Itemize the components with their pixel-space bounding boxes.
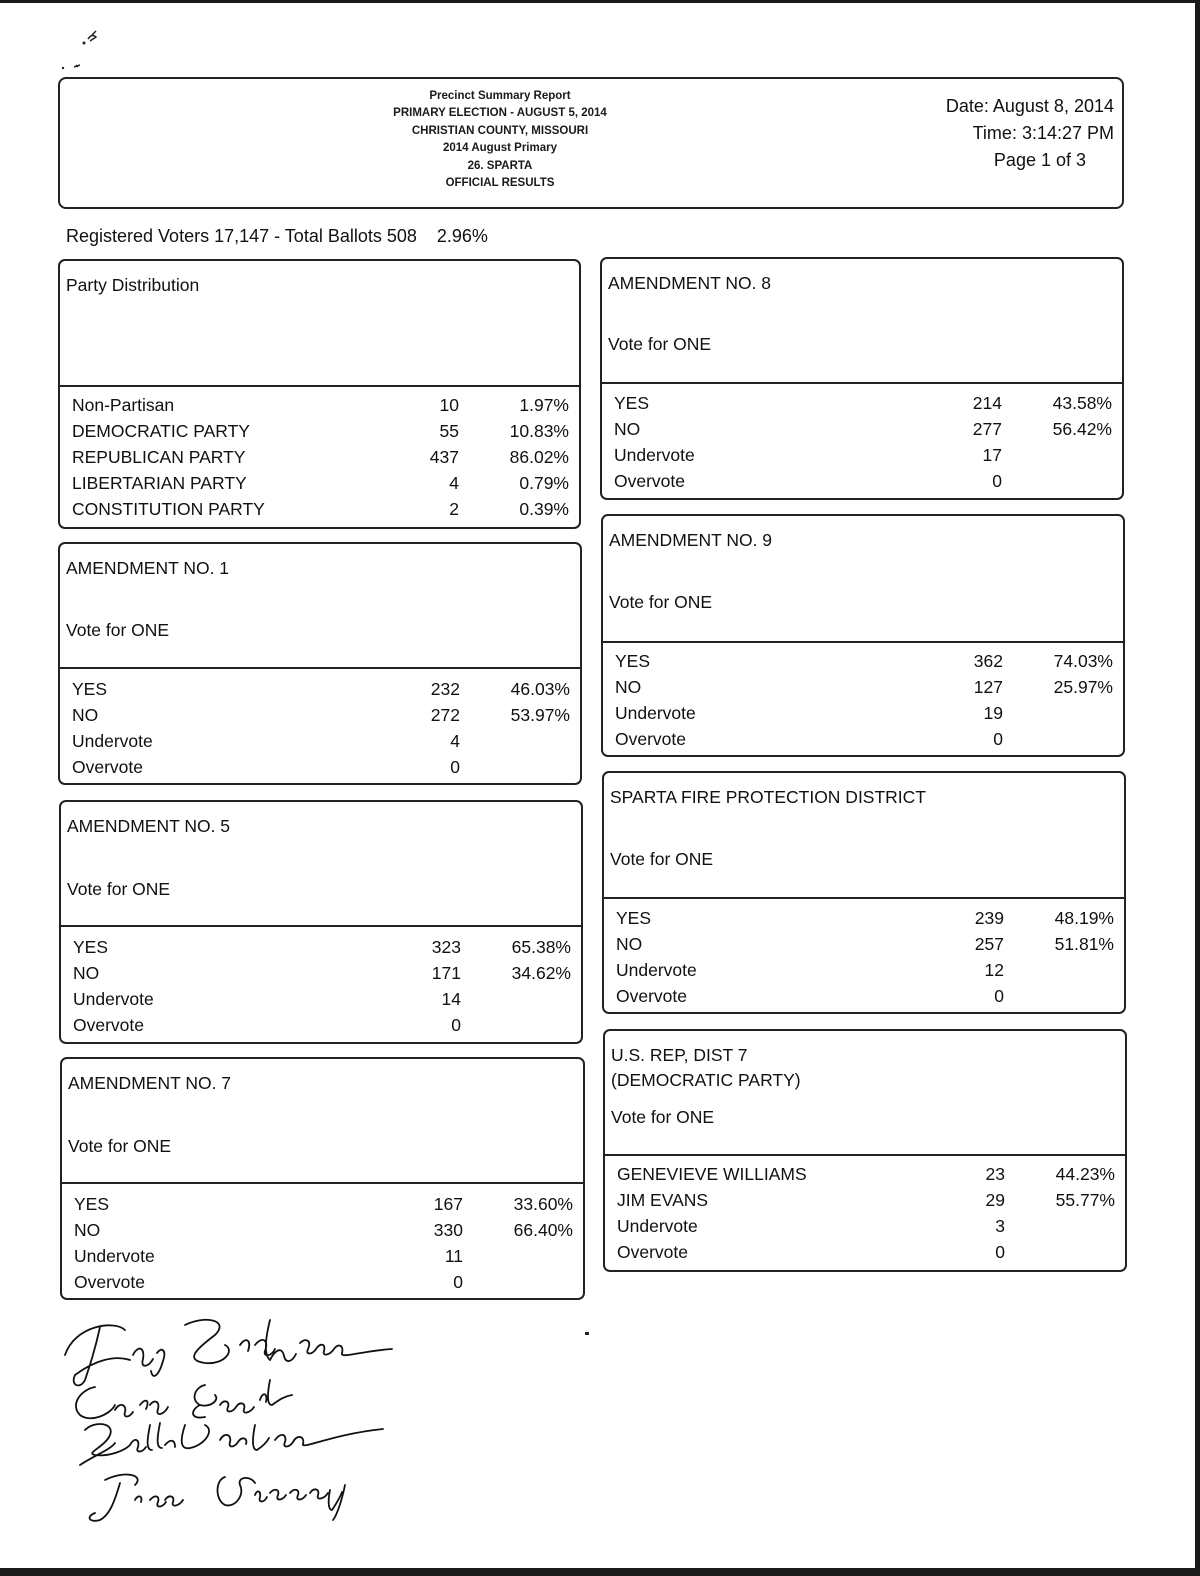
choice-name: NO	[73, 963, 100, 983]
choice-name: YES	[72, 679, 108, 699]
vote-percent: 53.97%	[510, 705, 570, 725]
vote-percent: 34.62%	[511, 963, 571, 983]
vote-for-instruction: Vote for ONE	[609, 592, 713, 612]
contest-party-distribution	[58, 259, 581, 529]
contest-title	[611, 1043, 801, 1093]
choice-name: REPUBLICAN PARTY	[72, 447, 246, 467]
contest-amendment-7	[60, 1057, 585, 1300]
vote-percent: 86.02%	[509, 447, 569, 467]
vote-percent: 66.40%	[513, 1220, 573, 1240]
choice-name: Undervote	[617, 1216, 698, 1236]
vote-for-instruction: Vote for ONE	[611, 1107, 715, 1127]
choice-name: NO	[74, 1220, 101, 1240]
contest-rows	[614, 390, 1112, 494]
vote-count: 323	[431, 937, 461, 957]
result-row	[617, 1239, 1115, 1265]
contest-divider	[605, 1154, 1125, 1156]
contest-rows	[616, 905, 1114, 1009]
result-row	[74, 1243, 573, 1269]
vote-count: 232	[430, 679, 460, 699]
choice-name: YES	[73, 937, 109, 957]
result-row	[73, 1012, 571, 1038]
vote-percent: 44.23%	[1055, 1164, 1115, 1184]
scan-edge-right	[1195, 0, 1200, 1576]
vote-count: 0	[994, 986, 1004, 1006]
handwritten-signatures	[55, 1305, 435, 1535]
signature-1	[65, 1320, 392, 1386]
vote-count: 2	[449, 499, 459, 519]
contest-amendment-9	[601, 514, 1125, 757]
result-row	[616, 905, 1114, 931]
header-meta	[946, 93, 1114, 174]
contest-title: SPARTA FIRE PROTECTION DISTRICT	[610, 787, 926, 807]
result-row	[615, 648, 1113, 674]
choice-name: CONSTITUTION PARTY	[72, 499, 265, 519]
result-row	[616, 931, 1114, 957]
vote-count: 0	[451, 1015, 461, 1035]
result-row	[72, 392, 569, 418]
vote-count: 272	[430, 705, 460, 725]
vote-percent: 0.79%	[519, 473, 569, 493]
choice-name: Undervote	[615, 703, 696, 723]
result-row	[72, 754, 570, 780]
result-row	[72, 418, 569, 444]
result-row	[614, 416, 1112, 442]
vote-percent: 65.38%	[511, 937, 571, 957]
contest-divider	[61, 925, 581, 927]
choice-name: NO	[615, 677, 642, 697]
choice-name: DEMOCRATIC PARTY	[72, 421, 250, 441]
result-row	[72, 676, 570, 702]
contest-title-line: U.S. REP, DIST 7	[611, 1045, 748, 1065]
choice-name: Undervote	[616, 960, 697, 980]
choice-name: YES	[74, 1194, 110, 1214]
vote-percent: 48.19%	[1054, 908, 1114, 928]
header-line: 26. SPARTA	[467, 159, 533, 172]
vote-count: 4	[450, 731, 460, 751]
header-line: PRIMARY ELECTION - AUGUST 5, 2014	[393, 107, 607, 120]
header-line: 2014 August Primary	[443, 142, 557, 155]
result-row	[74, 1191, 573, 1217]
vote-percent: 74.03%	[1053, 651, 1113, 671]
scan-edge-top	[0, 0, 1200, 3]
choice-name: YES	[616, 908, 652, 928]
choice-name: NO	[614, 419, 641, 439]
vote-count: 277	[972, 419, 1002, 439]
signature-2	[76, 1380, 292, 1418]
choice-name: GENEVIEVE WILLIAMS	[617, 1164, 807, 1184]
choice-name: Overvote	[72, 757, 143, 777]
result-row	[614, 442, 1112, 468]
vote-percent: 1.97%	[519, 395, 569, 415]
contest-title: AMENDMENT NO. 5	[67, 816, 231, 836]
vote-for-instruction: Vote for ONE	[610, 849, 714, 869]
choice-name: Overvote	[614, 471, 685, 491]
result-row	[614, 468, 1112, 494]
choice-name: Undervote	[72, 731, 153, 751]
result-row	[72, 728, 570, 754]
choice-name: Undervote	[614, 445, 695, 465]
contest-divider	[604, 897, 1124, 899]
choice-name: YES	[615, 651, 651, 671]
contest-amendment-8	[600, 257, 1124, 500]
vote-count: 0	[453, 1272, 463, 1292]
vote-count: 4	[449, 473, 459, 493]
vote-count: 437	[429, 447, 459, 467]
result-row	[72, 470, 569, 496]
contest-title: AMENDMENT NO. 8	[608, 273, 772, 293]
contest-divider	[602, 382, 1122, 384]
contest-rows	[74, 1191, 573, 1295]
header-line: OFFICIAL RESULTS	[445, 177, 555, 190]
contest-amendment-5	[59, 800, 583, 1044]
vote-count: 0	[992, 471, 1002, 491]
header-line: CHRISTIAN COUNTY, MISSOURI	[411, 124, 589, 137]
contest-rows	[72, 676, 570, 780]
choice-name: Overvote	[74, 1272, 145, 1292]
signature-3	[80, 1423, 383, 1465]
contest-title-line: (DEMOCRATIC PARTY)	[611, 1070, 801, 1090]
report-header	[58, 77, 1124, 209]
result-row	[617, 1213, 1115, 1239]
scan-edge-bottom	[0, 1568, 1200, 1576]
vote-percent: 56.42%	[1052, 419, 1112, 439]
result-row	[74, 1269, 573, 1295]
vote-count: 127	[973, 677, 1003, 697]
contest-title: AMENDMENT NO. 7	[68, 1073, 232, 1093]
header-line: Precinct Summary Report	[429, 90, 571, 102]
header-title-block	[360, 88, 640, 192]
vote-count: 10	[439, 395, 459, 415]
vote-count: 0	[450, 757, 460, 777]
vote-count: 0	[993, 729, 1003, 749]
contest-title: AMENDMENT NO. 1	[66, 558, 230, 578]
result-row	[72, 444, 569, 470]
choice-name: Non-Partisan	[72, 395, 175, 415]
contest-rows	[615, 648, 1113, 752]
vote-percent: 43.58%	[1052, 393, 1112, 413]
contest-divider	[60, 667, 580, 669]
result-row	[72, 496, 569, 522]
vote-count: 12	[984, 960, 1004, 980]
vote-percent: 51.81%	[1054, 934, 1114, 954]
contest-rows	[617, 1161, 1115, 1265]
choice-name: Undervote	[73, 989, 154, 1009]
contest-title: AMENDMENT NO. 9	[609, 530, 773, 550]
choice-name: NO	[616, 934, 643, 954]
contest-divider	[62, 1182, 583, 1184]
choice-name: Undervote	[74, 1246, 155, 1266]
page-number: Page 1 of 3	[993, 150, 1086, 170]
vote-percent: 0.39%	[519, 499, 569, 519]
vote-count: 214	[972, 393, 1002, 413]
choice-name: NO	[72, 705, 99, 725]
result-row	[72, 702, 570, 728]
signature-4	[90, 1475, 345, 1521]
choice-name: LIBERTARIAN PARTY	[72, 473, 247, 493]
contest-rows	[73, 934, 571, 1038]
vote-count: 11	[444, 1246, 463, 1266]
choice-name: JIM EVANS	[617, 1190, 709, 1210]
result-row	[617, 1161, 1115, 1187]
scan-specks	[60, 25, 120, 75]
vote-count: 330	[433, 1220, 463, 1240]
registered-voters-text: Registered Voters 17,147 - Total Ballots 508	[66, 226, 417, 246]
vote-count: 55	[439, 421, 459, 441]
vote-percent: 25.97%	[1053, 677, 1113, 697]
result-row	[615, 700, 1113, 726]
report-date: Date: August 8, 2014	[945, 96, 1114, 116]
result-row	[73, 986, 571, 1012]
vote-for-instruction: Vote for ONE	[66, 620, 170, 640]
vote-percent: 46.03%	[510, 679, 570, 699]
vote-count: 19	[983, 703, 1003, 723]
registered-voters-summary	[66, 226, 488, 247]
choice-name: Overvote	[73, 1015, 144, 1035]
result-row	[73, 960, 571, 986]
vote-count: 239	[974, 908, 1004, 928]
turnout-percent: 2.96%	[436, 226, 488, 246]
contest-title: Party Distribution	[66, 275, 200, 295]
vote-count: 171	[431, 963, 461, 983]
vote-for-instruction: Vote for ONE	[67, 879, 171, 899]
result-row	[616, 983, 1114, 1009]
contest-sparta-fire-protection-district	[602, 771, 1126, 1014]
result-row	[615, 726, 1113, 752]
choice-name: Overvote	[615, 729, 686, 749]
vote-percent: 10.83%	[509, 421, 569, 441]
vote-percent: 33.60%	[513, 1194, 573, 1214]
result-row	[74, 1217, 573, 1243]
choice-name: Overvote	[616, 986, 687, 1006]
vote-count: 3	[995, 1216, 1005, 1236]
vote-count: 0	[995, 1242, 1005, 1262]
result-row	[614, 390, 1112, 416]
vote-count: 14	[441, 989, 461, 1009]
vote-count: 167	[433, 1194, 463, 1214]
contest-rows	[72, 392, 569, 522]
vote-percent: 55.77%	[1055, 1190, 1115, 1210]
report-time: Time: 3:14:27 PM	[972, 123, 1114, 143]
choice-name: YES	[614, 393, 650, 413]
contest-amendment-1	[58, 542, 582, 785]
choice-name: Overvote	[617, 1242, 688, 1262]
vote-count: 23	[985, 1164, 1005, 1184]
contest-divider	[60, 385, 579, 387]
vote-count: 257	[974, 934, 1004, 954]
vote-for-instruction: Vote for ONE	[608, 334, 712, 354]
result-row	[617, 1187, 1115, 1213]
vote-count: 362	[973, 651, 1003, 671]
result-row	[616, 957, 1114, 983]
contest-divider	[603, 641, 1123, 643]
stray-mark	[585, 1332, 589, 1335]
result-row	[73, 934, 571, 960]
vote-count: 29	[985, 1190, 1005, 1210]
vote-count: 17	[982, 445, 1002, 465]
contest-us-rep-dist-7	[603, 1029, 1127, 1272]
result-row	[615, 674, 1113, 700]
vote-for-instruction: Vote for ONE	[68, 1136, 172, 1156]
